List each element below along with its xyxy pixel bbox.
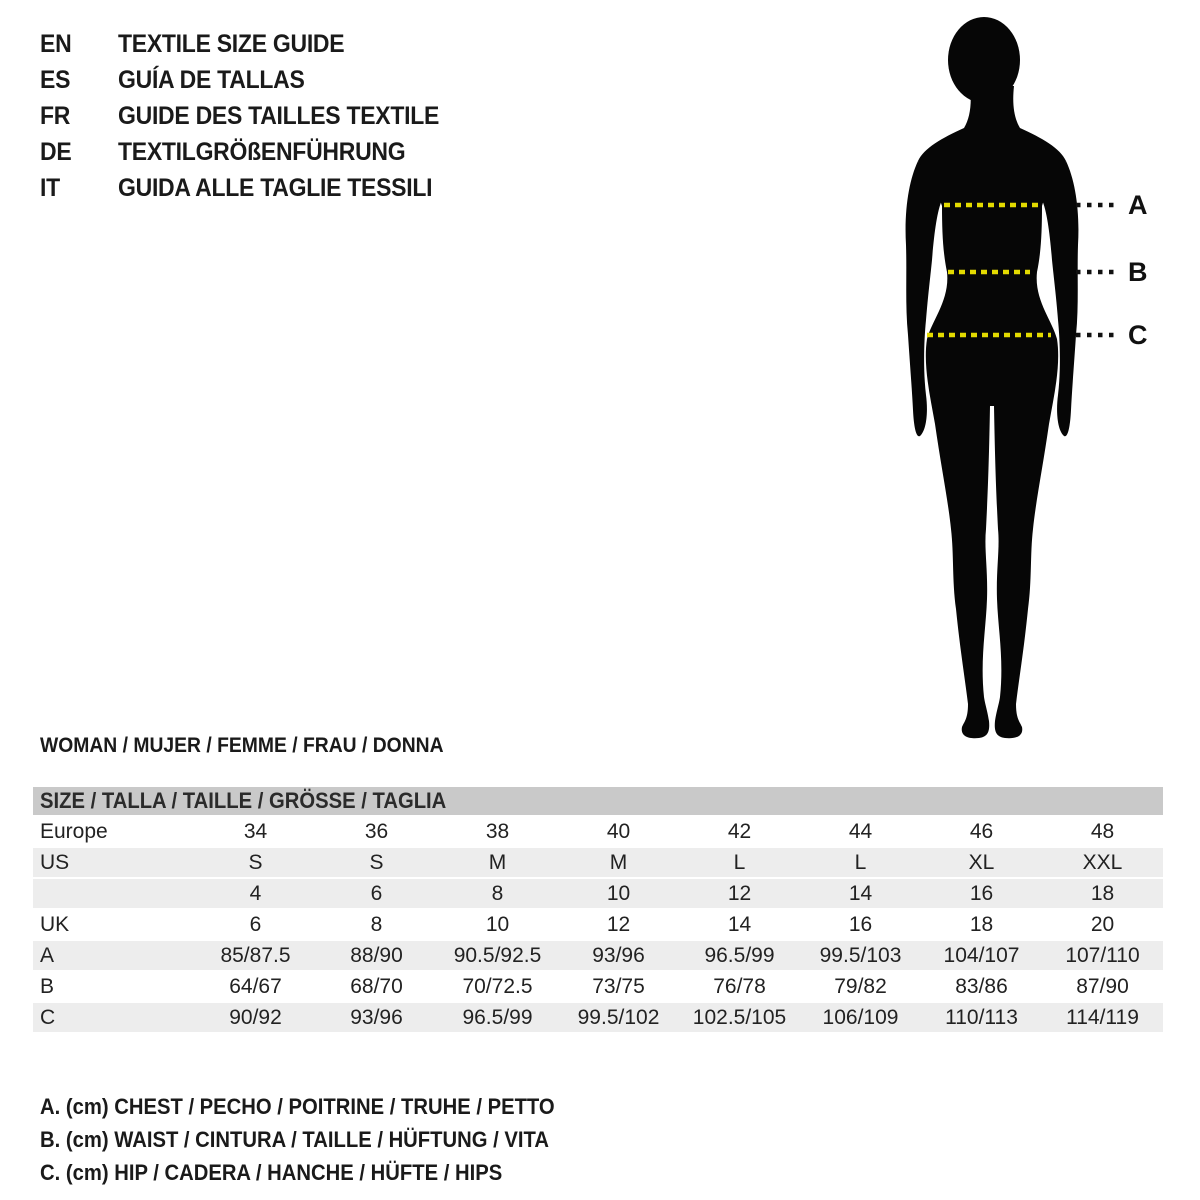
- size-table: [33, 785, 1163, 1034]
- legend-line-c: [40, 1156, 599, 1189]
- size-cell: 36: [364, 819, 389, 843]
- size-cell: 68/70: [350, 974, 403, 998]
- size-cell: 4: [195, 879, 316, 908]
- size-cell: 102.5/105: [679, 1003, 800, 1032]
- size-cell: 99.5/103: [800, 941, 921, 970]
- language-code: FR: [40, 101, 71, 130]
- list-item: [40, 134, 467, 170]
- size-cell: 8: [370, 912, 383, 936]
- table-header-bar: [33, 787, 1163, 815]
- woman-silhouette: [880, 8, 1125, 743]
- table-row: [33, 848, 1163, 877]
- legend-line-c-text: C. (cm) HIP / CADERA / HANCHE / HÜFTE / HIPS: [40, 1160, 503, 1185]
- table-row: [33, 879, 1163, 908]
- size-cell: 48: [1090, 819, 1115, 843]
- table-header-text: SIZE / TALLA / TAILLE / GRÖSSE / TAGLIA: [40, 788, 447, 813]
- size-cell: 79/82: [834, 974, 887, 998]
- size-cell: 110/113: [921, 1003, 1042, 1032]
- size-cell: 6: [316, 879, 437, 908]
- size-cell: 104/107: [921, 941, 1042, 970]
- size-cell: 106/109: [800, 1003, 921, 1032]
- size-cell: S: [195, 848, 316, 877]
- list-item: [40, 62, 467, 98]
- table-header-row: [33, 787, 1163, 815]
- row-label: C: [33, 1003, 195, 1032]
- language-code: ES: [40, 65, 71, 94]
- size-cell: M: [437, 848, 558, 877]
- size-cell: 38: [485, 819, 510, 843]
- legend-line-a-text: A. (cm) CHEST / PECHO / POITRINE / TRUHE / PETTO: [40, 1094, 555, 1119]
- language-code: EN: [40, 29, 72, 58]
- row-label: Europe: [40, 819, 108, 843]
- table-row: [33, 910, 1163, 939]
- language-title-list: [40, 26, 467, 206]
- size-cell: 20: [1090, 912, 1115, 936]
- table-row: [33, 941, 1163, 970]
- legend-line-b: [40, 1123, 599, 1156]
- size-cell: 44: [848, 819, 873, 843]
- language-code: DE: [40, 137, 72, 166]
- size-cell: 83/86: [955, 974, 1008, 998]
- size-cell: 70/72.5: [462, 974, 533, 998]
- section-title-text: WOMAN / MUJER / FEMME / FRAU / DONNA: [40, 734, 444, 757]
- size-cell: 73/75: [592, 974, 645, 998]
- size-cell: 76/78: [713, 974, 766, 998]
- size-table-body: [33, 817, 1163, 1032]
- size-cell: XXL: [1042, 848, 1163, 877]
- size-cell: 10: [485, 912, 510, 936]
- size-cell: 10: [558, 879, 679, 908]
- size-cell: 14: [800, 879, 921, 908]
- table-row: [33, 972, 1163, 1001]
- size-cell: 96.5/99: [437, 1003, 558, 1032]
- size-cell: 99.5/102: [558, 1003, 679, 1032]
- list-item: [40, 98, 467, 134]
- size-cell: 85/87.5: [195, 941, 316, 970]
- legend-line-b-text: B. (cm) WAIST / CINTURA / TAILLE / HÜFTUNG / VITA: [40, 1127, 549, 1152]
- size-cell: 90.5/92.5: [437, 941, 558, 970]
- size-cell: 93/96: [316, 1003, 437, 1032]
- list-item: [40, 170, 467, 206]
- size-cell: 87/90: [1076, 974, 1129, 998]
- size-cell: 34: [243, 819, 268, 843]
- section-title: [40, 734, 479, 758]
- measurement-legend: [40, 1090, 599, 1189]
- size-cell: 93/96: [558, 941, 679, 970]
- size-cell: 88/90: [316, 941, 437, 970]
- size-cell: XL: [921, 848, 1042, 877]
- size-cell: 18: [1042, 879, 1163, 908]
- size-cell: 12: [679, 879, 800, 908]
- size-cell: 46: [969, 819, 994, 843]
- size-cell: 64/67: [229, 974, 282, 998]
- size-cell: 14: [727, 912, 752, 936]
- size-cell: L: [800, 848, 921, 877]
- size-cell: 107/110: [1042, 941, 1163, 970]
- size-cell: M: [558, 848, 679, 877]
- language-label: TEXTILE SIZE GUIDE: [118, 29, 345, 58]
- table-row: [33, 1003, 1163, 1032]
- row-label: UK: [40, 912, 70, 936]
- language-label: GUIDE DES TAILLES TEXTILE: [118, 101, 440, 130]
- list-item: [40, 26, 467, 62]
- size-cell: 18: [969, 912, 994, 936]
- size-cell: 8: [437, 879, 558, 908]
- marker-label-b: B: [1128, 257, 1148, 287]
- language-code: IT: [40, 173, 60, 202]
- row-label: US: [33, 848, 195, 877]
- language-label: GUIDA ALLE TAGLIE TESSILI: [118, 173, 433, 202]
- size-cell: 16: [921, 879, 1042, 908]
- table-row: [33, 817, 1163, 846]
- size-cell: 96.5/99: [679, 941, 800, 970]
- size-cell: 12: [606, 912, 631, 936]
- size-cell: 42: [727, 819, 752, 843]
- size-cell: 6: [249, 912, 262, 936]
- size-cell: L: [679, 848, 800, 877]
- marker-label-a: A: [1128, 190, 1148, 220]
- size-cell: S: [316, 848, 437, 877]
- size-cell: 40: [606, 819, 631, 843]
- woman-silhouette-figure: [880, 8, 1125, 743]
- marker-label-c: C: [1128, 320, 1148, 350]
- legend-line-a: [40, 1090, 599, 1123]
- size-cell: 16: [848, 912, 873, 936]
- row-label: [33, 879, 195, 908]
- size-table-wrap: [33, 785, 1163, 1034]
- row-label: A: [33, 941, 195, 970]
- row-label: B: [40, 974, 55, 998]
- size-cell: 90/92: [195, 1003, 316, 1032]
- language-label: TEXTILGRÖßENFÜHRUNG: [118, 137, 406, 166]
- size-cell: 114/119: [1042, 1003, 1163, 1032]
- language-label: GUÍA DE TALLAS: [118, 65, 305, 94]
- torso-legs-shape: [918, 86, 1066, 738]
